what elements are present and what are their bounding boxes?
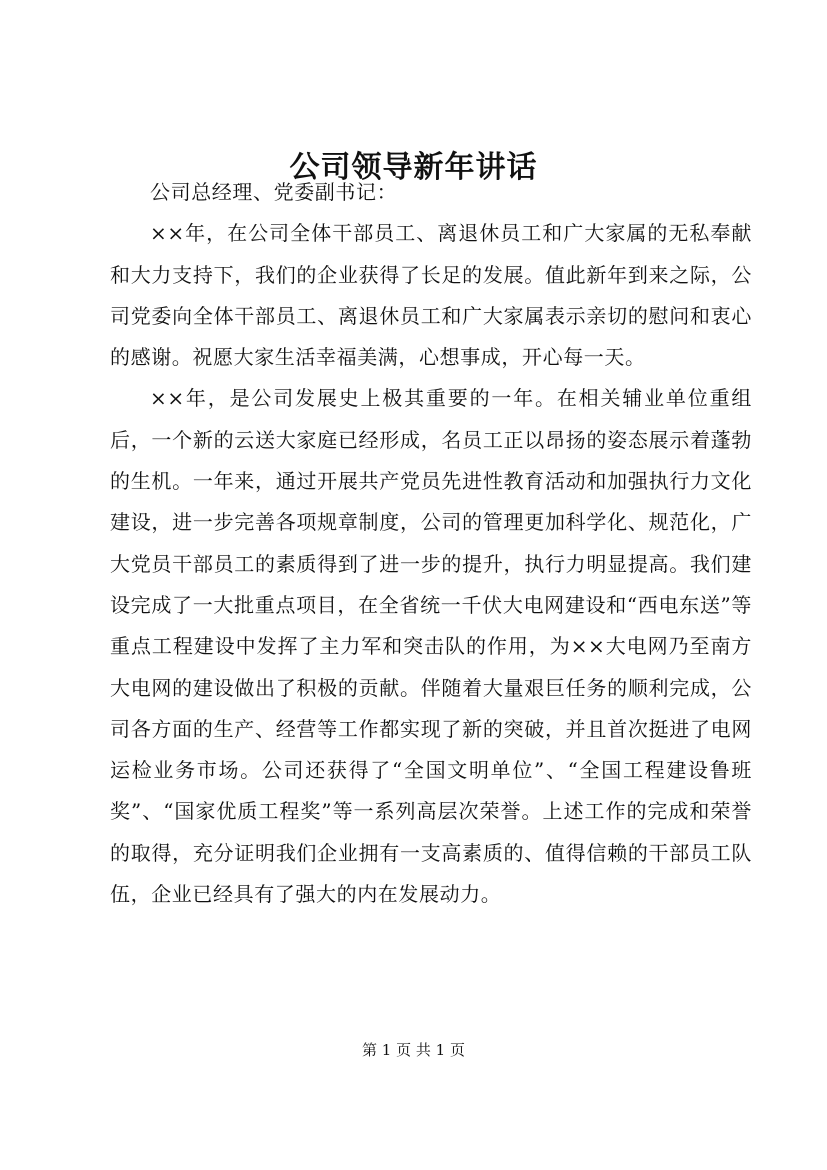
paragraph-1: ××年，在公司全体干部员工、离退休员工和广大家属的无私奉献和大力支持下，我们的企业获得了长足的发展。值此新年到来之际，公司党委向全体干部员工、离退休员工和广大家属表示亲切的慰问和衷心的感谢。祝愿大家生活幸福美满，心想事成，开心每一天。 [110,221,752,370]
paragraph-2: ××年，是公司发展史上极其重要的一年。在相关辅业单位重组后，一个新的云送大家庭已经形成，名员工正以昂扬的姿态展示着蓬勃的生机。一年来，通过开展共产党员先进性教育活动和加强执行力文化建设，进一步完善各项规章制度，公司的管理更加科学化、规范化，广大党员干部员工的素质得到了进一步的提升，执行力明显提高。我们建设完成了一大批重点项目，在全省统一千伏大电网建设和“西电东送”等重点工程建设中发挥了主力军和突击队的作用，为××大电网乃至南方大电网的建设做出了积极的贡献。伴随着大量艰巨任务的顺利完成，公司各方面的生产、经营等工作都实现了新的突破，并且首次挺进了电网运检业务市场。公司还获得了“全国文明单位”、“全国工程建设鲁班奖”、“国家优质工程奖”等一系列高层次荣誉。上述工作的完成和荣誉的取得，充分证明我们企业拥有一支高素质的、值得信赖的干部员工队伍，企业已经具有了强大的内在发展动力。 [110,386,752,907]
document-body [110,172,752,915]
document-title: 公司领导新年讲话 [289,150,538,185]
page-footer: 第 1 页 共 1 页 [362,1041,465,1059]
salutation: 公司总经理、党委副书记： [150,180,398,204]
